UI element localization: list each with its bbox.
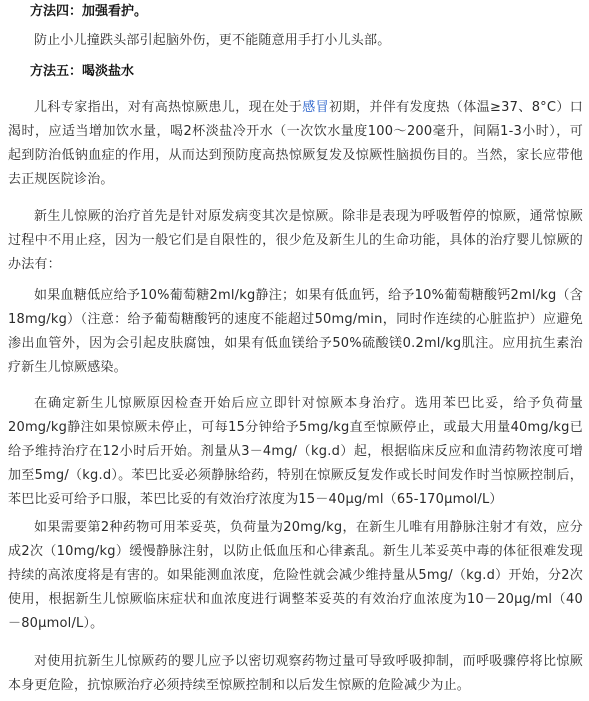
method5-heading: 方法五：喝淡盐水	[30, 64, 135, 79]
method4-heading: 方法四：加强看护。	[30, 4, 148, 19]
method4-heading-block	[8, 3, 583, 21]
paragraph-3: 在确定新生儿惊厥原因检查开始后应立即针对惊厥本身治疗。选用苯巴比妥，给予负荷量20mg/kg静注如果惊厥未停止，可每15分钟给予5mg/kg直至惊厥停止，或最大用量40mg/kg已给予维持治疗在12小时后开始。剂量从3－4mg/（kg.d）起，根据临床反应和血清药物浓度可增加至5mg/（kg.d）。苯巴比妥必须静脉给药，特别在惊厥反复发作或长时间发作时当惊厥控制后，苯巴比妥可给予口服，苯巴比妥的有效治疗浓度为15－40μg/ml（65-170μmol/L）	[8, 396, 583, 507]
paragraph-4-block	[8, 516, 583, 636]
paragraph-5-block	[8, 650, 583, 698]
method5-text-before-link: 儿科专家指出，对有高热惊厥患儿，现在处于	[34, 100, 303, 115]
paragraph-1-block	[8, 205, 583, 277]
paragraph-4: 如果需要第2种药物可用苯妥英，负荷量为20mg/kg，在新生儿唯有用静脉注射才有效，应分成2次（10mg/kg）缓慢静脉注射，以防止低血压和心律紊乱。新生儿苯妥英中毒的体征很难发现持续的高浓度将是有害的。如果能测血浓度，危险性就会减少维持量从5mg/（kg.d）开始，分2次使用，根据新生儿惊厥临床症状和血浓度进行调整苯妥英的有效治疗血浓度为10－20μg/ml（40－80μmol/L）。	[8, 520, 583, 631]
paragraph-2-block	[8, 284, 583, 380]
method5-text	[8, 96, 583, 192]
method5-heading-block	[8, 63, 583, 81]
method4-text: 防止小儿撞跌头部引起脑外伤，更不能随意用手打小儿头部。	[34, 33, 391, 48]
paragraph-2: 如果血糖低应给予10%葡萄糖2ml/kg静注；如果有低血钙，给予10%葡萄糖酸钙2ml/kg（含18mg/kg）（注意：给予葡萄糖酸钙的速度不能超过50mg/min，同时作连续的心脏监护）应避免渗出血管外，因为会引起皮肤腐蚀，如果有低血镁给予50%硫酸镁0.2ml/kg肌注。应用抗生素治疗新生儿惊厥感染。	[8, 288, 583, 375]
paragraph-3-block	[8, 392, 583, 512]
method5-text-block	[8, 96, 583, 192]
paragraph-5: 对使用抗新生儿惊厥药的婴儿应予以密切观察药物过量可导致呼吸抑制，而呼吸骤停将比惊厥本身更危险，抗惊厥治疗必须持续至惊厥控制和以后发生惊厥的危险减少为止。	[8, 654, 583, 693]
cold-link[interactable]: 感冒	[302, 100, 330, 115]
paragraph-1: 新生儿惊厥的治疗首先是针对原发病变其次是惊厥。除非是表现为呼吸暂停的惊厥，通常惊厥过程中不用止痉，因为一般它们是自限性的，很少危及新生儿的生命功能，具体的治疗婴儿惊厥的办法有：	[8, 209, 583, 272]
method4-text-block	[8, 29, 583, 53]
method5-text-after-link: 初期，并伴有发度热（体温≥37、8°C）口渴时，应适当增加饮水量，喝2杯淡盐冷开水（一次饮水量度100～200毫升，间隔1-3小时），可起到防治低钠血症的作用，从而达到预防度高热惊厥复发及惊厥性脑损伤目的。当然，家长应带他去正规医院诊治。	[8, 100, 583, 187]
